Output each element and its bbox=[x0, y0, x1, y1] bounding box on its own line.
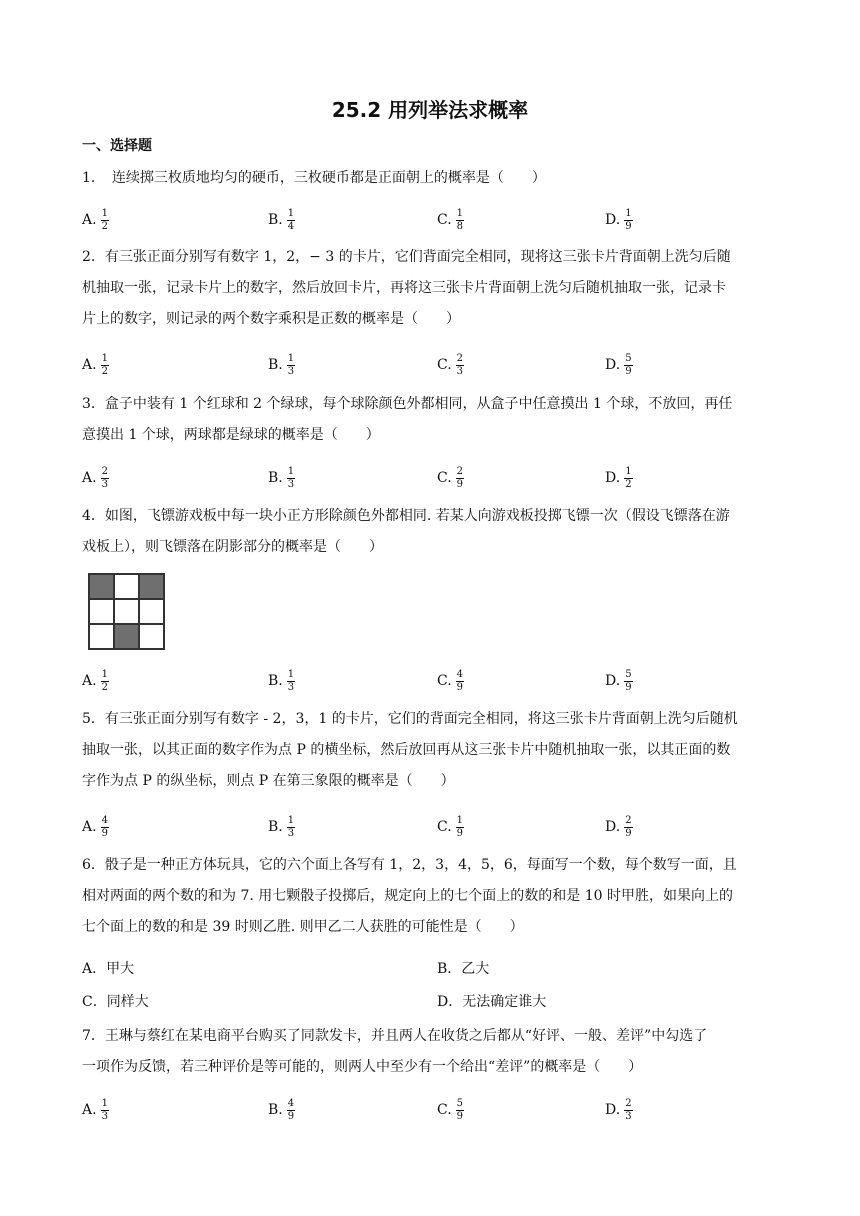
fraction: $\frac{5}{9}$ bbox=[456, 1097, 464, 1122]
fraction: $\frac{1}{2}$ bbox=[101, 352, 108, 377]
question-6 bbox=[82, 850, 782, 943]
question-line: 意摸出 1 个球，两球都是绿球的概率是（ ） bbox=[82, 427, 380, 443]
fraction: $\frac{2}{3}$ bbox=[101, 465, 108, 490]
option-c[interactable]: C．同样大 bbox=[82, 994, 149, 1010]
fraction: $\frac{1}{2}$ bbox=[625, 465, 632, 490]
option-b[interactable]: B．乙大 bbox=[437, 961, 490, 977]
question-2 bbox=[82, 242, 782, 335]
fraction: $\frac{4}{9}$ bbox=[456, 668, 464, 693]
section-heading: 一、选择题 bbox=[82, 138, 152, 154]
fraction: $\frac{1}{3}$ bbox=[287, 814, 295, 839]
grid-cell bbox=[139, 599, 164, 624]
grid-cell-shaded bbox=[139, 574, 164, 599]
fraction: $\frac{2}{9}$ bbox=[625, 814, 632, 839]
question-line: 6．骰子是一种正方体玩具，它的六个面上各写有 1，2，3，4，5，6，每面写一个数，每个数写一面，且 bbox=[82, 857, 737, 873]
question-5 bbox=[82, 704, 782, 797]
question-line: 一项作为反馈，若三种评价是等可能的，则两人中至少有一个给出“差评”的概率是（ ） bbox=[82, 1059, 643, 1075]
fraction: $\frac{1}{3}$ bbox=[287, 668, 295, 693]
fraction: $\frac{4}{9}$ bbox=[101, 814, 108, 839]
fraction: $\frac{5}{9}$ bbox=[625, 352, 632, 377]
fraction: $\frac{1}{3}$ bbox=[287, 352, 295, 377]
question-4 bbox=[82, 501, 782, 563]
question-1-options bbox=[82, 205, 782, 235]
fraction: $\frac{2}{3}$ bbox=[456, 352, 464, 377]
fraction: $\frac{1}{2}$ bbox=[101, 668, 108, 693]
fraction: $\frac{4}{9}$ bbox=[287, 1097, 295, 1122]
question-4-options bbox=[82, 666, 782, 696]
option-b[interactable]: B. $\frac{1}{3}$ bbox=[268, 814, 295, 839]
fraction: $\frac{1}{2}$ bbox=[101, 207, 108, 232]
fraction: $\frac{1}{3}$ bbox=[101, 1097, 108, 1122]
question-3 bbox=[82, 389, 782, 451]
fraction: $\frac{2}{9}$ bbox=[456, 465, 464, 490]
option-a[interactable]: A. $\frac{2}{3}$ bbox=[82, 465, 108, 490]
question-line: 抽取一张，以其正面的数字作为点 P 的横坐标，然后放回再从这三张卡片中随机抽取一张，以其正面的数 bbox=[82, 742, 731, 758]
option-b[interactable]: B. $\frac{1}{4}$ bbox=[268, 207, 295, 232]
option-c[interactable]: C. $\frac{4}{9}$ bbox=[437, 668, 464, 693]
question-line: 7．王琳与蔡红在某电商平台购买了同款发卡，并且两人在收货之后都从“好评、一般、差评”中勾选了 bbox=[82, 1028, 708, 1044]
question-line: 4．如图，飞镖游戏板中每一块小正方形除颜色外都相同. 若某人向游戏板投掷飞镖一次（假设飞镖落在游 bbox=[82, 508, 730, 524]
option-a[interactable]: A. $\frac{1}{2}$ bbox=[82, 352, 108, 377]
fraction: $\frac{1}{4}$ bbox=[287, 207, 295, 232]
option-a[interactable]: A．甲大 bbox=[82, 961, 135, 977]
option-b[interactable]: B. $\frac{4}{9}$ bbox=[268, 1097, 295, 1122]
grid-cell-shaded bbox=[89, 574, 114, 599]
option-d[interactable]: D．无法确定谁大 bbox=[437, 994, 547, 1010]
option-c[interactable]: C. $\frac{1}{8}$ bbox=[437, 207, 464, 232]
option-a[interactable]: A. $\frac{1}{3}$ bbox=[82, 1097, 108, 1122]
option-c[interactable]: C. $\frac{5}{9}$ bbox=[437, 1097, 464, 1122]
fraction: $\frac{1}{3}$ bbox=[287, 465, 295, 490]
grid-cell bbox=[114, 599, 139, 624]
option-d[interactable]: D. $\frac{2}{9}$ bbox=[605, 814, 632, 839]
question-7-options bbox=[82, 1095, 782, 1125]
fraction: $\frac{1}{9}$ bbox=[456, 814, 464, 839]
option-b[interactable]: B. $\frac{1}{3}$ bbox=[268, 352, 295, 377]
option-a[interactable]: A. $\frac{1}{2}$ bbox=[82, 668, 108, 693]
question-line: 2．有三张正面分别写有数字 1，2，− 3 的卡片，它们背面完全相同，现将这三张卡片背面朝上洗匀后随 bbox=[82, 249, 731, 265]
question-line: 5．有三张正面分别写有数字 - 2，3，1 的卡片，它们的背面完全相同，将这三张卡片背面朝上洗匀后随机 bbox=[82, 711, 738, 727]
grid-cell bbox=[89, 624, 114, 649]
option-c[interactable]: C. $\frac{1}{9}$ bbox=[437, 814, 464, 839]
option-b[interactable]: B. $\frac{1}{3}$ bbox=[268, 465, 295, 490]
dartboard-grid-figure bbox=[88, 573, 165, 650]
option-c[interactable]: C. $\frac{2}{9}$ bbox=[437, 465, 464, 490]
option-d[interactable]: D. $\frac{1}{2}$ bbox=[605, 465, 632, 490]
option-a[interactable]: A. $\frac{1}{2}$ bbox=[82, 207, 108, 232]
question-1 bbox=[82, 163, 782, 194]
option-d[interactable]: D. $\frac{5}{9}$ bbox=[605, 352, 632, 377]
question-line: 片上的数字，则记录的两个数字乘积是正数的概率是（ ） bbox=[82, 311, 460, 327]
question-line: 字作为点 P 的纵坐标，则点 P 在第三象限的概率是（ ） bbox=[82, 773, 455, 789]
option-d[interactable]: D. $\frac{1}{9}$ bbox=[605, 207, 632, 232]
question-7 bbox=[82, 1021, 782, 1083]
option-c[interactable]: C. $\frac{2}{3}$ bbox=[437, 352, 464, 377]
grid-cell-shaded bbox=[114, 624, 139, 649]
option-d[interactable]: D. $\frac{2}{3}$ bbox=[605, 1097, 632, 1122]
page-title: 25.2 用列举法求概率 bbox=[331, 98, 529, 122]
option-b[interactable]: B. $\frac{1}{3}$ bbox=[268, 668, 295, 693]
question-line: 机抽取一张，记录卡片上的数字，然后放回卡片，再将这三张卡片背面朝上洗匀后随机抽取一张，记录卡 bbox=[82, 280, 726, 296]
question-3-options bbox=[82, 463, 782, 493]
fraction: $\frac{1}{9}$ bbox=[625, 207, 632, 232]
grid-cell bbox=[114, 574, 139, 599]
question-line: 戏板上），则飞镖落在阴影部分的概率是（ ） bbox=[82, 539, 383, 555]
grid-cell bbox=[89, 599, 114, 624]
question-line: 七个面上的数的和是 39 时则乙胜. 则甲乙二人获胜的可能性是（ ） bbox=[82, 919, 524, 935]
option-a[interactable]: A. $\frac{4}{9}$ bbox=[82, 814, 108, 839]
fraction: $\frac{2}{3}$ bbox=[625, 1097, 632, 1122]
question-line: 1． 连续掷三枚质地均匀的硬币，三枚硬币都是正面朝上的概率是（ ） bbox=[82, 170, 546, 186]
question-2-options bbox=[82, 350, 782, 380]
question-line: 相对两面的两个数的和为 7. 用七颗骰子投掷后，规定向上的七个面上的数的和是 10 时甲胜，如果向上的 bbox=[82, 888, 733, 904]
fraction: $\frac{5}{9}$ bbox=[625, 668, 632, 693]
grid-cell bbox=[139, 624, 164, 649]
question-5-options bbox=[82, 812, 782, 842]
question-line: 3．盒子中装有 1 个红球和 2 个绿球，每个球除颜色外都相同，从盒子中任意摸出 1 个球，不放回，再任 bbox=[82, 396, 733, 412]
option-d[interactable]: D. $\frac{5}{9}$ bbox=[605, 668, 632, 693]
fraction: $\frac{1}{8}$ bbox=[456, 207, 464, 232]
